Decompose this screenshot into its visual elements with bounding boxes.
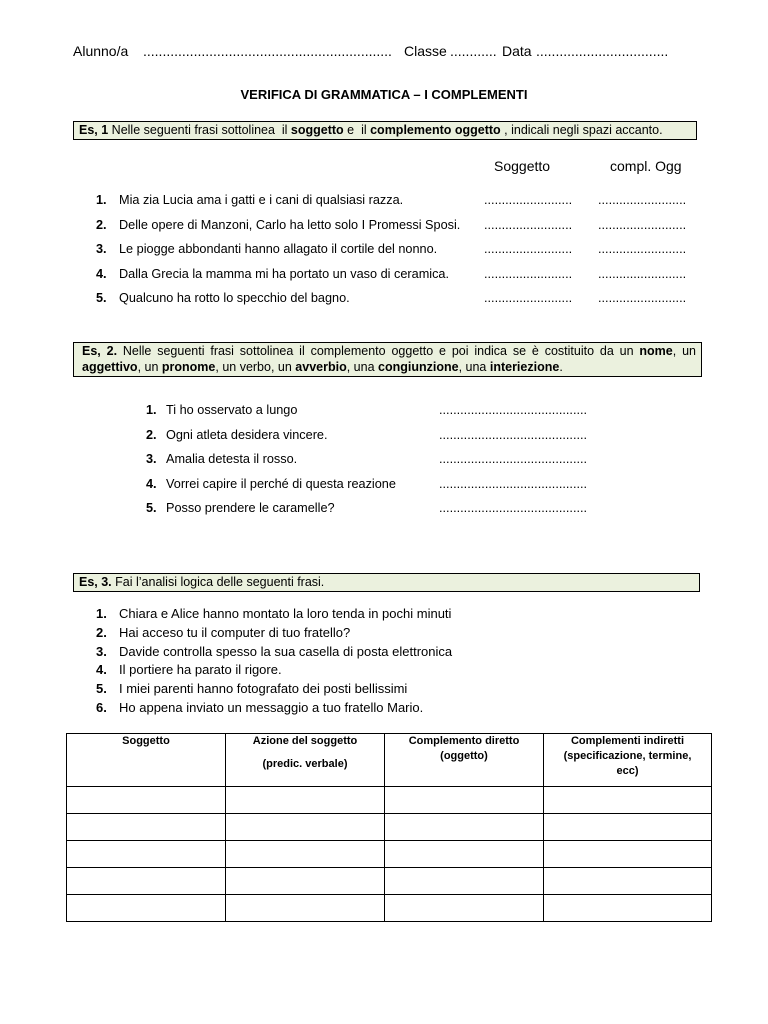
analysis-table-cell: [226, 814, 385, 841]
analysis-table-cell: [385, 868, 544, 895]
object-answer-blank: .........................: [598, 242, 687, 256]
item-number: 4.: [96, 662, 107, 678]
item-sentence: Il portiere ha parato il rigore.: [119, 662, 282, 678]
item-sentence: Ho appena inviato un messaggio a tuo fratello Mario.: [119, 699, 424, 715]
object-answer-blank: .........................: [598, 193, 687, 207]
exercise1-item: [0, 213, 768, 238]
item-number: 2.: [96, 624, 107, 640]
column-header-object: compl. Ogg: [610, 158, 682, 174]
exercise1-item: [0, 188, 768, 213]
analysis-table-header-indirect-complements: [544, 734, 712, 787]
exercise1-item: [0, 237, 768, 262]
exercise1-instruction-text: , indicali negli spazi accanto.: [500, 123, 663, 137]
item-number: 2.: [146, 427, 157, 442]
header-line: Complementi indiretti: [570, 735, 685, 747]
exercise2-instruction-line2: [82, 359, 696, 375]
answer-blank: ..........................................: [439, 501, 588, 515]
analysis-table-cell: [544, 841, 712, 868]
answer-blank: ..........................................: [439, 403, 588, 417]
analysis-table-cell: [67, 895, 226, 922]
analysis-table-row: [67, 895, 712, 922]
item-sentence: Dalla Grecia la mamma mi ha portato un vaso di ceramica.: [119, 266, 450, 281]
header-line: (predic. verbale): [262, 758, 348, 770]
analysis-table-header-predicate: [226, 734, 385, 787]
exercise2-instruction-text: .: [559, 360, 563, 374]
analysis-table-header-row: [67, 734, 712, 787]
exercise2-item: [0, 472, 768, 497]
class-label: Classe: [404, 43, 447, 59]
student-name-blank: ................................................................: [143, 43, 392, 59]
exercise2-keyword-pronoun: pronome: [161, 360, 216, 374]
exercise3-item: [0, 643, 768, 662]
object-answer-blank: .........................: [598, 291, 687, 305]
item-number: 3.: [146, 452, 157, 466]
exercise2-instruction-text: , una: [458, 360, 490, 374]
analysis-table-cell: [544, 868, 712, 895]
page-title: VERIFICA DI GRAMMATICA – I COMPLEMENTI: [240, 87, 528, 102]
analysis-table-cell: [67, 868, 226, 895]
exercise1-keyword-subject: soggetto: [290, 123, 344, 137]
analysis-table-header-direct-object: [385, 734, 544, 787]
analysis-table-cell: [67, 841, 226, 868]
exercise3-label: Es, 3.: [79, 575, 112, 589]
date-blank: ..................................: [536, 43, 669, 59]
item-number: 1.: [96, 606, 107, 621]
analysis-table-cell: [226, 841, 385, 868]
subject-answer-blank: .........................: [484, 193, 573, 207]
exercise1-label: Es, 1: [79, 123, 109, 137]
item-number: 5.: [96, 681, 107, 697]
class-blank: ............: [450, 43, 497, 59]
header-line: Azione del soggetto: [252, 735, 358, 747]
item-sentence: I miei parenti hanno fotografato dei posti bellissimi: [119, 681, 408, 697]
exercise1-keyword-object: complemento oggetto: [370, 123, 501, 137]
item-number: 1.: [96, 193, 107, 207]
exercise1-instruction-text: Nelle seguenti frasi sottolinea il: [108, 123, 291, 137]
header-line: ecc): [616, 765, 639, 777]
analysis-table-row: [67, 787, 712, 814]
item-sentence: Delle opere di Manzoni, Carlo ha letto solo I Promessi Sposi.: [119, 217, 461, 232]
item-sentence: Chiara e Alice hanno montato la loro tenda in pochi minuti: [119, 606, 452, 621]
item-number: 4.: [96, 266, 107, 281]
exercise1-instruction-text: e il: [343, 123, 371, 137]
header-line: (specificazione, termine,: [563, 750, 692, 762]
item-sentence: Qualcuno ha rotto lo specchio del bagno.: [119, 291, 350, 305]
item-sentence: Posso prendere le caramelle?: [166, 501, 335, 515]
analysis-table-cell: [67, 814, 226, 841]
item-sentence: Ti ho osservato a lungo: [166, 403, 298, 417]
analysis-table-cell: [226, 868, 385, 895]
exercise2-instruction-box: [73, 342, 702, 377]
item-number: 1.: [146, 403, 157, 417]
item-number: 3.: [96, 643, 107, 659]
exercise3-item: [0, 699, 768, 718]
analysis-table-cell: [385, 895, 544, 922]
item-sentence: Vorrei capire il perché di questa reazione: [166, 476, 396, 491]
subject-answer-blank: .........................: [484, 266, 573, 281]
header-line: (oggetto): [440, 750, 488, 762]
answer-blank: ..........................................: [439, 476, 588, 491]
analysis-table-cell: [226, 787, 385, 814]
analysis-table-cell: [226, 895, 385, 922]
exercise3-item: [0, 624, 768, 643]
exercise2-item: [0, 496, 768, 521]
exercise3-list: [0, 605, 768, 718]
answer-blank: ..........................................: [439, 452, 588, 466]
item-sentence: Amalia detesta il rosso.: [166, 452, 298, 466]
exercise1-item: [0, 286, 768, 311]
object-answer-blank: .........................: [598, 217, 687, 232]
item-number: 3.: [96, 242, 107, 256]
analysis-table-cell: [544, 814, 712, 841]
subject-answer-blank: .........................: [484, 291, 573, 305]
item-number: 2.: [96, 217, 107, 232]
exercise3-item: [0, 661, 768, 680]
exercise3-item: [0, 680, 768, 699]
analysis-table-cell: [544, 787, 712, 814]
subject-answer-blank: .........................: [484, 217, 573, 232]
exercise2-item: [0, 423, 768, 448]
object-answer-blank: .........................: [598, 266, 687, 281]
exercise2-list: [0, 398, 768, 521]
exercise2-instruction-line1: [82, 343, 696, 359]
item-number: 5.: [96, 291, 107, 305]
header-line: Complemento diretto: [408, 735, 520, 747]
exercise2-keyword-noun: nome: [639, 344, 673, 358]
subject-answer-blank: .........................: [484, 242, 573, 256]
exercise3-item: [0, 605, 768, 624]
exercise1-instruction-box: [73, 121, 697, 140]
analysis-table-header-subject: [67, 734, 226, 787]
analysis-table-cell: [67, 787, 226, 814]
item-number: 6.: [96, 699, 107, 715]
item-sentence: Davide controlla spesso la sua casella di posta elettronica: [119, 643, 453, 659]
exercise2-keyword-adjective: aggettivo: [82, 360, 138, 374]
answer-blank: ..........................................: [439, 427, 588, 442]
analysis-table-cell: [385, 841, 544, 868]
exercise2-label: Es, 2.: [82, 344, 118, 358]
analysis-table-cell: [544, 895, 712, 922]
date-label: Data: [502, 43, 532, 59]
item-number: 4.: [146, 476, 157, 491]
exercise2-item: [0, 398, 768, 423]
header-line: Soggetto: [122, 735, 170, 747]
exercise2-keyword-adverb: avverbio: [295, 360, 347, 374]
analysis-table: [66, 733, 712, 922]
analysis-table-cell: [385, 787, 544, 814]
item-number: 5.: [146, 501, 157, 515]
exercise3-instruction-box: [73, 573, 700, 592]
exercise3-instruction-text: Fai l’analisi logica delle seguenti frasi.: [111, 575, 325, 589]
exercise2-instruction-text: , un: [137, 360, 162, 374]
exercise2-instruction-text: Nelle seguenti frasi sottolinea il complemento oggetto e poi indica se è costituito da un: [117, 344, 640, 358]
analysis-table-row: [67, 814, 712, 841]
exercise2-instruction-text: , una: [346, 360, 378, 374]
exercise2-item: [0, 447, 768, 472]
exercise2-instruction-text: , un verbo, un: [215, 360, 296, 374]
column-header-subject: Soggetto: [494, 158, 551, 174]
item-sentence: Mia zia Lucia ama i gatti e i cani di qualsiasi razza.: [119, 193, 404, 207]
exercise2-keyword-conjunction: congiunzione: [378, 360, 459, 374]
student-name-label: Alunno/a: [73, 43, 129, 59]
item-sentence: Le piogge abbondanti hanno allagato il cortile del nonno.: [119, 242, 438, 256]
item-sentence: Ogni atleta desidera vincere.: [166, 427, 328, 442]
exercise2-keyword-interjection: interiezione: [489, 360, 560, 374]
item-sentence: Hai acceso tu il computer di tuo fratello?: [119, 624, 351, 640]
analysis-table-cell: [385, 814, 544, 841]
analysis-table-row: [67, 868, 712, 895]
analysis-table-row: [67, 841, 712, 868]
exercise1-list: [0, 188, 768, 311]
exercise2-instruction-text: , un: [672, 344, 696, 358]
exercise1-item: [0, 262, 768, 287]
